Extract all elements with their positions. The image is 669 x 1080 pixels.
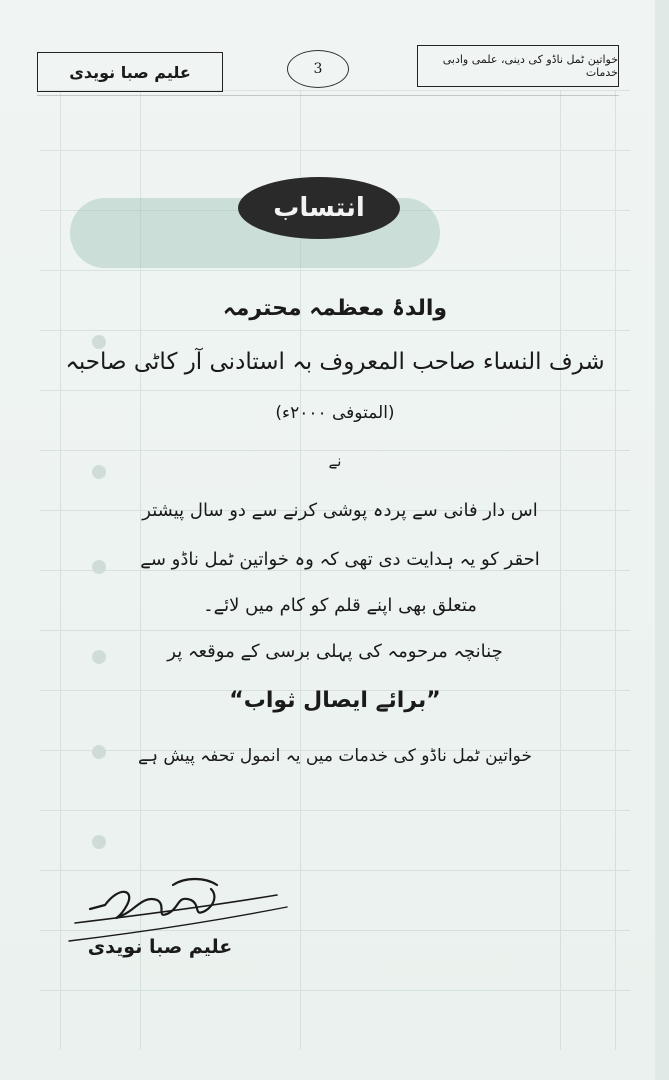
paragraph-line: احقر کو یہ ہدایت دی تھی کہ وہ خواتین ٹمل ناڈو سے [140,549,540,570]
page-number: 3 [287,50,349,88]
paragraph-line: چنانچہ مرحومہ کی پہلی برسی کے موقعہ پر [167,641,503,662]
signature-name: علیم صبا نویدی [87,936,233,958]
gift-line: خواتین ٹمل ناڈو کی خدمات میں یہ انمول تحفہ پیش ہے [138,746,532,766]
death-year: (المتوفی ۲۰۰۰ء) [275,403,395,423]
paragraph-line: متعلق بھی اپنے قلم کو کام میں لائے۔ [203,595,477,616]
mother-name: شرف النساء صاحب المعروف بہ استادنی آر کاٹی صاحبہ [65,349,605,375]
handwritten-signature [65,865,295,945]
header-rule [37,95,619,96]
paragraph-line: اس دار فانی سے پردہ پوشی کرنے سے دو سال پیشتر [142,500,538,521]
esal-sawab-line: ”برائے ایصال ثواب“ [229,688,441,713]
page-edge [655,0,669,1080]
dedication-heading: انتساب [238,177,400,239]
header-book-title: خواتین ٹمل ناڈو کی دینی، علمی وادبی خدمات [417,45,619,87]
header-author: علیم صبا نویدی [37,52,223,92]
ne-word: نے [328,452,342,470]
mother-title: والدۂ معظمہ محترمہ [222,296,448,321]
